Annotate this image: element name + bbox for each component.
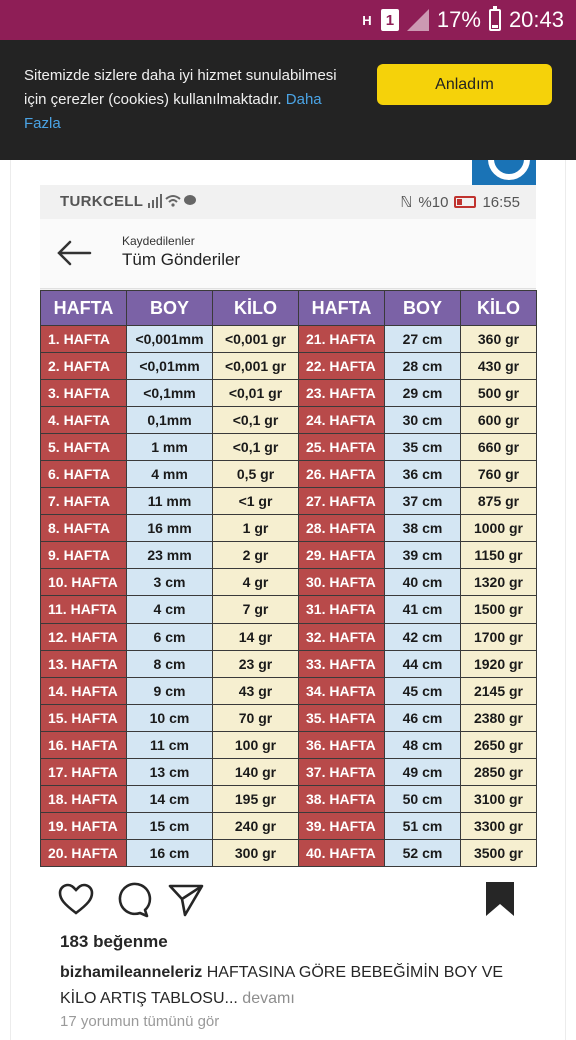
table-row	[41, 326, 537, 353]
cell-kilo: 1150 gr	[461, 542, 537, 569]
cell-week: 37. HAFTA	[299, 758, 385, 785]
inner-subtitle: Kaydedilenler	[122, 234, 195, 248]
inner-app-header	[40, 219, 536, 289]
cell-kilo: 430 gr	[461, 353, 537, 380]
cell-boy: 14 cm	[127, 785, 213, 812]
cell-week: 8. HAFTA	[41, 515, 127, 542]
cell-kilo: 360 gr	[461, 326, 537, 353]
table-row	[41, 677, 537, 704]
cell-boy: 15 cm	[127, 812, 213, 839]
caption-username[interactable]: bizhamileanneleriz	[60, 964, 203, 981]
cell-kilo: <0,001 gr	[213, 326, 299, 353]
cell-boy: 4 mm	[127, 461, 213, 488]
like-count[interactable]: 183 beğenme	[60, 932, 168, 951]
table-row	[41, 704, 537, 731]
nfc-icon: ℕ	[400, 194, 413, 211]
cell-kilo: 2380 gr	[461, 704, 537, 731]
cell-week: 4. HAFTA	[41, 407, 127, 434]
clock: 20:43	[508, 7, 564, 32]
cell-week: 35. HAFTA	[299, 704, 385, 731]
table-row	[41, 623, 537, 650]
cell-kilo: 1 gr	[213, 515, 299, 542]
cell-boy: 30 cm	[385, 407, 461, 434]
cell-week: 20. HAFTA	[41, 839, 127, 866]
cell-week: 25. HAFTA	[299, 434, 385, 461]
cell-boy: 36 cm	[385, 461, 461, 488]
cell-boy: 51 cm	[385, 812, 461, 839]
cell-boy: 38 cm	[385, 515, 461, 542]
table-row	[41, 353, 537, 380]
post-caption	[60, 960, 530, 1012]
inner-signal-icon	[148, 193, 198, 212]
header-kilo-2: KİLO	[461, 291, 537, 326]
table-header-row	[41, 291, 537, 326]
inner-battery-percent: %10	[418, 193, 449, 211]
cell-week: 2. HAFTA	[41, 353, 127, 380]
heart-icon[interactable]	[56, 880, 96, 920]
cell-boy: 3 cm	[127, 569, 213, 596]
cell-kilo: <1 gr	[213, 488, 299, 515]
cell-boy: 50 cm	[385, 785, 461, 812]
cell-week: 13. HAFTA	[41, 650, 127, 677]
cell-boy: 52 cm	[385, 839, 461, 866]
cell-boy: 11 mm	[127, 488, 213, 515]
table-row	[41, 461, 537, 488]
cell-week: 32. HAFTA	[299, 623, 385, 650]
cell-boy: 13 cm	[127, 758, 213, 785]
cell-week: 10. HAFTA	[41, 569, 127, 596]
cell-boy: 29 cm	[385, 380, 461, 407]
cell-kilo: <0,01 gr	[213, 380, 299, 407]
cell-kilo: 660 gr	[461, 434, 537, 461]
cell-kilo: 70 gr	[213, 704, 299, 731]
caption-more-link[interactable]: devamı	[242, 990, 295, 1007]
cell-kilo: <0,001 gr	[213, 353, 299, 380]
cell-boy: 16 mm	[127, 515, 213, 542]
cell-kilo: <0,1 gr	[213, 407, 299, 434]
cell-week: 24. HAFTA	[299, 407, 385, 434]
cell-kilo: 4 gr	[213, 569, 299, 596]
comment-icon[interactable]	[112, 880, 152, 920]
cell-week: 9. HAFTA	[41, 542, 127, 569]
table-row	[41, 569, 537, 596]
cell-boy: 46 cm	[385, 704, 461, 731]
cell-week: 16. HAFTA	[41, 731, 127, 758]
cell-week: 22. HAFTA	[299, 353, 385, 380]
cell-kilo: 2650 gr	[461, 731, 537, 758]
cell-boy: 37 cm	[385, 488, 461, 515]
inner-battery-icon	[454, 196, 476, 208]
cell-kilo: 7 gr	[213, 596, 299, 623]
header-boy-2: BOY	[385, 291, 461, 326]
cell-week: 7. HAFTA	[41, 488, 127, 515]
battery-icon	[489, 9, 501, 31]
cell-week: 31. HAFTA	[299, 596, 385, 623]
cell-kilo: 100 gr	[213, 731, 299, 758]
cell-week: 12. HAFTA	[41, 623, 127, 650]
cell-week: 17. HAFTA	[41, 758, 127, 785]
cell-kilo: 300 gr	[213, 839, 299, 866]
cell-boy: 4 cm	[127, 596, 213, 623]
cell-kilo: <0,1 gr	[213, 434, 299, 461]
cell-week: 6. HAFTA	[41, 461, 127, 488]
cell-boy: 1 mm	[127, 434, 213, 461]
cell-week: 15. HAFTA	[41, 704, 127, 731]
cell-kilo: 1000 gr	[461, 515, 537, 542]
profile-badge-icon	[472, 160, 536, 185]
cell-boy: 27 cm	[385, 326, 461, 353]
cell-kilo: 43 gr	[213, 677, 299, 704]
cell-week: 18. HAFTA	[41, 785, 127, 812]
cell-boy: 10 cm	[127, 704, 213, 731]
cell-kilo: 600 gr	[461, 407, 537, 434]
cell-week: 11. HAFTA	[41, 596, 127, 623]
cell-kilo: 3500 gr	[461, 839, 537, 866]
cell-boy: 16 cm	[127, 839, 213, 866]
cell-week: 36. HAFTA	[299, 731, 385, 758]
cell-boy: 11 cm	[127, 731, 213, 758]
cell-week: 21. HAFTA	[299, 326, 385, 353]
table-row	[41, 515, 537, 542]
cell-boy: 23 mm	[127, 542, 213, 569]
view-comments-link[interactable]: 17 yorumun tümünü gör	[60, 1013, 220, 1030]
cell-kilo: 240 gr	[213, 812, 299, 839]
cell-boy: 0,1mm	[127, 407, 213, 434]
cell-week: 27. HAFTA	[299, 488, 385, 515]
cell-week: 30. HAFTA	[299, 569, 385, 596]
cell-boy: 9 cm	[127, 677, 213, 704]
cell-week: 39. HAFTA	[299, 812, 385, 839]
table-row	[41, 407, 537, 434]
inner-clock: 16:55	[482, 193, 520, 211]
cell-kilo: 14 gr	[213, 623, 299, 650]
cell-week: 28. HAFTA	[299, 515, 385, 542]
network-type-icon: H	[362, 12, 372, 28]
cell-boy: 48 cm	[385, 731, 461, 758]
cell-kilo: 2850 gr	[461, 758, 537, 785]
cell-boy: <0,1mm	[127, 380, 213, 407]
cell-boy: 6 cm	[127, 623, 213, 650]
post-actions	[40, 880, 536, 924]
cell-kilo: 1320 gr	[461, 569, 537, 596]
cell-week: 14. HAFTA	[41, 677, 127, 704]
cell-boy: 45 cm	[385, 677, 461, 704]
table-row	[41, 731, 537, 758]
header-kilo: KİLO	[213, 291, 299, 326]
inner-status-right	[400, 193, 520, 211]
table-row	[41, 785, 537, 812]
cell-kilo: 1500 gr	[461, 596, 537, 623]
cell-boy: 44 cm	[385, 650, 461, 677]
cell-boy: 42 cm	[385, 623, 461, 650]
cell-boy: 41 cm	[385, 596, 461, 623]
table-row	[41, 380, 537, 407]
more-info-link[interactable]: Daha Fazla	[24, 91, 322, 132]
cell-boy: 28 cm	[385, 353, 461, 380]
cell-kilo: 500 gr	[461, 380, 537, 407]
cell-week: 5. HAFTA	[41, 434, 127, 461]
status-bar	[0, 0, 576, 40]
growth-table	[40, 290, 537, 867]
sim-icon: 1	[381, 9, 399, 31]
inner-title: Tüm Gönderiler	[122, 250, 241, 269]
cookie-text: Sitemizde sizlere daha iyi hizmet sunulabilmesi için çerezler (cookies) kullanılmaktadır.	[24, 67, 337, 108]
cell-kilo: 0,5 gr	[213, 461, 299, 488]
cell-week: 33. HAFTA	[299, 650, 385, 677]
post-image[interactable]	[40, 185, 536, 867]
cell-boy: 35 cm	[385, 434, 461, 461]
cell-week: 1. HAFTA	[41, 326, 127, 353]
table-row	[41, 542, 537, 569]
cell-boy: 49 cm	[385, 758, 461, 785]
cell-boy: <0,001mm	[127, 326, 213, 353]
table-row	[41, 812, 537, 839]
table-row	[41, 434, 537, 461]
cell-kilo: 1920 gr	[461, 650, 537, 677]
header-boy: BOY	[127, 291, 213, 326]
cell-week: 26. HAFTA	[299, 461, 385, 488]
cell-week: 34. HAFTA	[299, 677, 385, 704]
cell-week: 29. HAFTA	[299, 542, 385, 569]
accept-cookies-button[interactable]: Anladım	[377, 64, 552, 105]
cell-kilo: 2 gr	[213, 542, 299, 569]
cell-boy: 8 cm	[127, 650, 213, 677]
table-row	[41, 758, 537, 785]
cell-kilo: 3100 gr	[461, 785, 537, 812]
cell-kilo: 3300 gr	[461, 812, 537, 839]
table-row	[41, 839, 537, 866]
share-icon[interactable]	[166, 880, 206, 920]
cell-boy: 39 cm	[385, 542, 461, 569]
back-arrow-icon	[56, 239, 92, 267]
table-row	[41, 488, 537, 515]
cell-kilo: 1700 gr	[461, 623, 537, 650]
cell-week: 40. HAFTA	[299, 839, 385, 866]
caption-text: HAFTASINA GÖRE BEBEĞİMİN BOY VE KİLO ARTIŞ TABLOSU...	[60, 964, 504, 1007]
cell-kilo: 2145 gr	[461, 677, 537, 704]
cookie-banner	[0, 40, 576, 160]
bookmark-icon[interactable]	[480, 880, 520, 920]
table-row	[41, 650, 537, 677]
cell-week: 3. HAFTA	[41, 380, 127, 407]
header-hafta-2: HAFTA	[299, 291, 385, 326]
cell-week: 19. HAFTA	[41, 812, 127, 839]
cell-kilo: 23 gr	[213, 650, 299, 677]
signal-icon	[407, 9, 429, 31]
cell-boy: <0,01mm	[127, 353, 213, 380]
cell-week: 38. HAFTA	[299, 785, 385, 812]
header-hafta: HAFTA	[41, 291, 127, 326]
cell-kilo: 140 gr	[213, 758, 299, 785]
carrier-name: TURKCELL	[60, 193, 144, 210]
cell-kilo: 760 gr	[461, 461, 537, 488]
inner-status-bar	[40, 185, 536, 219]
status-icons	[361, 0, 564, 40]
table-row	[41, 596, 537, 623]
cell-kilo: 875 gr	[461, 488, 537, 515]
cell-boy: 40 cm	[385, 569, 461, 596]
cell-week: 23. HAFTA	[299, 380, 385, 407]
cell-kilo: 195 gr	[213, 785, 299, 812]
cookie-message	[24, 64, 344, 136]
battery-percent: 17%	[436, 7, 481, 32]
